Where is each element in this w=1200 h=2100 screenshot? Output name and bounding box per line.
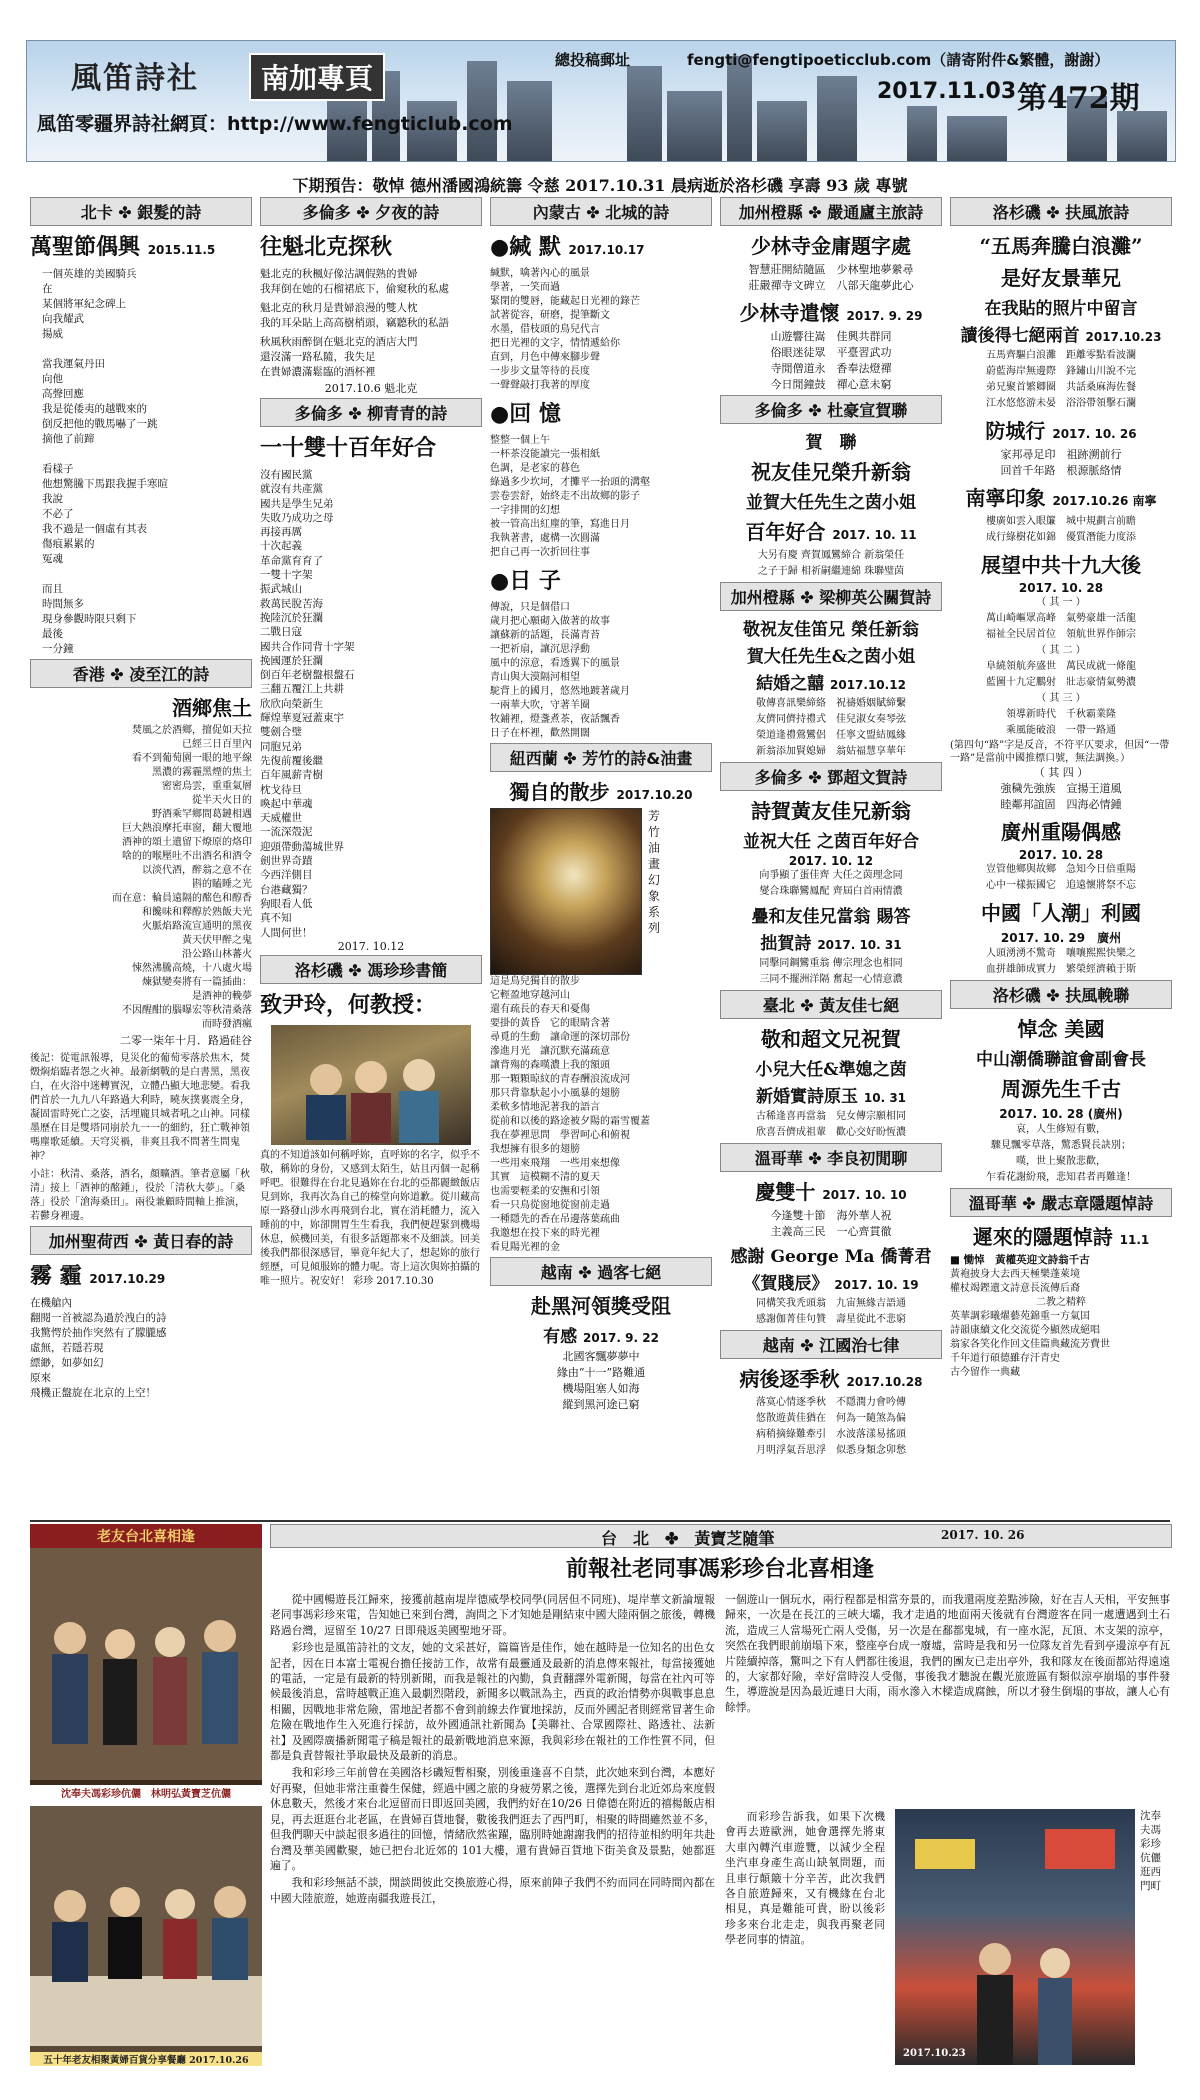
poem-title: “五馬奔騰白浪灘”	[979, 234, 1143, 258]
section-bar: 越南 ✤ 江國治七律	[720, 1330, 942, 1359]
next-issue-notice: 下期預告：敬悼 德州潘國鴻統籌 令慈 2017.10.31 晨病逝於洛杉磯 享壽 93 歲 專號	[292, 176, 908, 195]
poem-title: 中國「人潮」利國	[981, 901, 1141, 925]
poem-title: 詩賀黃友佳兄新翁	[751, 799, 911, 823]
painting-block	[490, 808, 712, 975]
poem-body: 家邦尋足印 祖跡溯前行 回首千年路 根源脈絡情	[1000, 448, 1122, 477]
issue-date: 2017.11.03	[877, 79, 1017, 104]
section-bar: 內蒙古 ✤ 北城的詩	[490, 197, 712, 226]
poem-body: 焚風之於酒鄉，擅促如天拉 已經三日百里內 看不到葡萄園一眼的地平線 黑濃的霧霾黑煙的焦土 密密烏雲，重重氣層 從半天火日的 野酒乘罕鄉間葛鏈相遇 巨大熱浪摩托車窗，翻大覆地 酒神的頌土遺留下燎原的烙印 啥的的喉壓吐不出酒名和酒令 以淡代酒，醉翁之意不在 斟的瞌睡之光 而在意：輪員遠隔的酩色和醇香 和饞味和釋醇於熟飯夫光 火脈焰路流宣通明的黑夜 黃天伏甲醉之鬼 沿公路山林蕃火 悚然沸騰高燒，十八處火場 煉獄變奏將有一篇插曲： 是酒神的輓夢 不因醒酣的腦曝宏等秋清桑落 而時發酒瘋	[112, 725, 252, 1030]
section-bar: 加州橙縣 ✤ 嚴通廬主旅詩	[720, 197, 942, 226]
masthead-banner	[26, 40, 1176, 162]
poem-title: 一十雙十百年好合	[260, 435, 437, 461]
issue-number: 第472期	[1017, 81, 1140, 116]
submission-email[interactable]: fengti@fengtipoeticclub.com（請寄附件&繁體，謝謝）	[687, 51, 1110, 69]
photo-caption: 沈奉夫馮彩珍伉儷 林明弘黃寶芝伉儷	[30, 1785, 262, 1800]
poem-body: 魁北克的秋楓好像沽調假熟的貴婦 我拜倒在她的石榴裙底下，偷窺秋的私處 魁北克的秋月是貴婦浪漫的雙人枕 我的耳朵貼上高高樹梢頭，竊聽秋的私語 秋風秋雨醉倒在魁北克的酒店大門 還沒滿一路私隨，我失足 在貴婦濃滿鬆臨的酒杯裡	[260, 268, 449, 378]
letter-photo	[271, 1025, 471, 1145]
couplet-title: 祝友佳兄榮升新翁	[751, 460, 911, 484]
poem-title: 敬和超文兄祝賀	[761, 1027, 901, 1051]
poem-body: 人頭湧湧不驚奇 嚷嚷熙熙快樂之 血拼雄師成實力 繁榮經濟賴于斯	[986, 948, 1136, 975]
poem-body: （ 其 一 ） 萬山崎嶇眾高峰 氣勢豪雄一活龍 福祉全民居首位 領航世界作師宗 （ 其 二 ） 阜繞領航奔盛世 萬民成就一條龍 藍圖十九定鵬射 壯志豪情氣勢濃 （ 其 三 ） 領導新時代 千秋霸業隆 乘風能破浪 一帶一路通	[986, 597, 1136, 736]
poem-title: 萬聖節偶興 2015.11.5	[30, 234, 216, 260]
poem-title: 南寧印象 2017.10.26 南寧	[965, 486, 1157, 510]
section-bar: 臺北 ✤ 黃友佳七絕	[720, 990, 942, 1019]
poem-title: 霧 霾 2017.10.29	[30, 1263, 166, 1289]
section-bar: 多倫多 ✤ 杜豪宣賀聯	[720, 395, 942, 424]
poem-date: 2017. 10. 29 廣州	[1000, 931, 1122, 945]
section-bar: 洛杉磯 ✤ 馮珍珍書簡	[260, 955, 482, 984]
footnote: 小註：秋清、桑落，酒名，顏曠酒。筆者意屬「秋清」接上「酒神的酩鍾」，役於「清秋大夢」。「桑落」役於「滄海桑田」。兩役兼顧時間軸上推演，若鬱身裡邊。	[30, 1169, 250, 1222]
poem-date: 2017. 10. 28	[1018, 848, 1104, 862]
group-photo-graphic	[271, 1025, 471, 1145]
dinner-photo-graphic	[30, 1806, 262, 2046]
photo-date: 2017.10.23	[903, 2048, 966, 2059]
section-bar: 多倫多 ✤ 鄧超文賀詩	[720, 762, 942, 791]
photo-reunion-1	[30, 1524, 262, 1800]
poem-body: 沒有國民黨 就沒有共產黨 國共是學生兄弟 失敗乃成功之母 再接再厲 十次起義 革命黨育育了 一雙十字架 振武城山 救萬民脫苦海 挽陸沉於狂瀾 二戰日寇 國共合作同背十字架 挽國運於狂瀾 倒百年老樹盤根盤石 三翻五覆江上共耕 欣欣向榮新生 輝煌華夏冠蓋東宇 雙劍合璧 同胞兄弟 先復前覆後繼 百年風薪青樹 枕戈待旦 喚起中華魂 天威權世 一流深殼泥 迎頭帶動蕩城世界 劍世界奇蹟 今西洋側目 台港藏獨？ 狗眼看人低 真不知 人間何世！	[260, 469, 355, 939]
photo-caption-vertical: 沈奉夫馮彩珍伉儷逛西門町	[1140, 1810, 1161, 1892]
poem-date: 2017. 10. 28	[1018, 581, 1104, 595]
poem-title: 感謝 George Ma 僑菁君	[730, 1247, 932, 1267]
section-bar: 加州聖荷西 ✤ 黃日春的詩	[30, 1226, 252, 1255]
poem-body: 黃袍披身大去西天極樂蓬萊境 權杖竭鏗遺文詩意長流傳后裔 二教之精粹 英華調彩曦燿藝苑錦重一方氣囯 詩韻康續文化交流從今顯然成絕唱 翁家各笑化作回文佳篇典藏流芳費世 千年道行碩德雖存汗青史 古今留作一典藏	[950, 1269, 1110, 1378]
afterword: 後記：從電訊報導，見災化的葡萄零落於焦木，焚燬焖焰臨者怨之火神。最新網戰的是白書黑，黑夜白，在火浴中迷轉實況，立體凸顯大地悲變。看我們首於一九九八年路過大利時，曉灰撲裏震全身，凝固雷時死亡之姿，活埋龐貝城者吼之山神。同樣墨歷在目是雙塔同崩於九一一的細約，狂亡戰神領嗎塵歌延續。天穹災禍，非爽且我不問著生問鬼神？	[30, 1053, 250, 1162]
column-2	[260, 195, 482, 1289]
poem-body: 一個英雄的美國騎兵 在 某個將軍紀念碑上 向我耀武 揚威 當我運氣丹田 向他 高聲回應 我是從倭夷的越戰來的 倒反把他的戰馬嚇了一跳 摘他了前蹄 看樣子 他想驚騰下馬跟我握手寒暄 我說 不必了 我不過是一個虛有其表 傷痕累累的 冤魂 而且 時間無多 現身參觀時限只剩下 最後 一分鐘	[42, 268, 168, 655]
poem-title: ●日 子	[490, 568, 561, 594]
couplet-body: 大另有慶 齊賀鳳鸞締合 新翁榮任 之子于歸 相祈嗣繼連綿 珠聯璧茵	[757, 550, 905, 577]
photo-title: 老友台北喜相逢	[30, 1524, 262, 1548]
poem-title: 赴黑河領獎受阻	[531, 1294, 671, 1318]
poem-title: 酒鄉焦土	[172, 696, 252, 720]
couplet-title: 百年好合 2017. 10. 11	[745, 520, 917, 544]
poem-title: ●回 憶	[490, 401, 561, 427]
elegy-title: 悼念 美國	[1017, 1017, 1105, 1041]
column-4	[720, 195, 942, 1459]
poem-body: 向爭顯了蛋佳齊 大任之茵理念同 燮合珠聯鸞鳳配 齊屆白首兩情濃	[759, 870, 903, 897]
photo-ximending	[895, 1809, 1135, 2065]
elegy-title: 周源先生千古	[1001, 1077, 1121, 1101]
article-body-right: 一個遊山一個玩水，兩行程都是相當夯景的，而我還兩度差點涉險，好在吉人天相，平安無事歸來，一次是在長江的三峽大壩，我才走過的地面兩天後就有台灣遊客在同一處遭遇到土石流，造成三人當場死亡兩人受傷，另一次是在鄱都鬼城，有一座水泥，瓦頂、木支架的涼亭，突然在我們眼前崩塌下來，整座亭台成一廢墟，當時是我和另一位隊友首先看到亭邊涼亭有瓦片陸續掉落，驚叫之下有人們都往後退，我們的團友已走出亭外，我和隊友在後面都站得遠遠的，大家都好險，幸好當時沒人受傷，事後我才聽說在觀光旅遊區有類似涼亭崩塌的事件發生，導遊說是因為最近連日大雨，雨水滲入木樑造成腐蝕，所以才發生倒塌的事故，讓人心有餘悸。	[725, 1593, 1170, 1714]
poem-note: (第四句“路”字是反音，不符平仄要求，但因“一帶一路”是當前中國推標口號，無法調換。）	[950, 740, 1170, 764]
poem-byline: 二零一柒年十月．路過硅谷	[120, 1034, 252, 1047]
section-bar: 香港 ✤ 凌至江的詩	[30, 659, 252, 688]
publication-logo: 風笛詩社	[71, 61, 199, 96]
column-3	[490, 195, 712, 1413]
section-bar: 洛杉磯 ✤ 扶風旅詩	[950, 197, 1172, 226]
poem-body: 五馬齊驅白浪灘 距離零點看波瀾 蔚藍海岸無邊際 鋒鏽山川說不完 弟兄聚首繁卿圈 共話桑麻海佐餐 江水悠悠游未晏 浴浴帶領擊石瀾	[986, 350, 1136, 409]
poem-body: 樓廣如雲入眼簾 城中規劃言前瞻 成行綠樹花如錦 優質潛能力度添	[986, 516, 1136, 543]
poem-title: 新婚實詩原玉 10. 31	[755, 1087, 907, 1107]
section-bar: 紐西蘭 ✤ 芳竹的詩&油畫	[490, 743, 712, 772]
poem-subtitle: ■ 慟悼 黃權英迎文詩翁千古	[950, 1254, 1090, 1266]
poem-date: 2017. 10. 12	[788, 854, 874, 868]
poem-body: 同構笑我秃頭翁 九宙無緣吉語通 感謝伽菁佳句贊 壽星從此不悲窮	[756, 1298, 906, 1325]
poem-body: 這是鳥兒獨自的散步 它輕盈地穿越河山 還有疏長的春天和憂傷 要掛的黃昏 它的眼睛含著 尋覓的生動 讓命運的深切部份 滲進月光 讓沉默充滿疏意 讓背殤的森嘆濃上我的額頭 那一顆顆晾紋的青春酬浪流成河 那只背靠馱起小小風暴的翅膀 柔軟多情地泥著我的語言 從前和以後的路途被夕陽的霜雪覆蓋 我在夢裡思問 學習呵心和俯視 我想擁有很多的翅膀 一些用來飛翔 一些用來想像 其實 這模糊不清的夏天 也需要輕柔的安撫和引領 看一只鳥從窗地從窗前走過 一種隱先的香在吊邊落葉疏曲 我邀想在投下來的時光裡 看見陽光裡的金	[490, 976, 650, 1253]
poem-body: 整整一個上午 一杯茶沒能讀完一張相紙 色調，是老家的暮色 綠過多少坎坷，才攤平一抬頭的溝壑 雲卷雲舒，始終走不出故鄉的影子 一字排開的幻想 被一管高出紅塵的筆，寫進日月 我執著書，處構一次圓滿 把自己再一次折回往事	[490, 435, 650, 558]
poem-title: 《賀賤辰》 2017. 10. 19	[743, 1274, 919, 1294]
column-5	[950, 195, 1172, 1380]
poem-body: 今逢雙十節 海外華人祝 主義高三民 一心齊貫徹	[770, 1209, 892, 1238]
poem-title: 在我貼的照片中留言	[984, 299, 1138, 319]
poem-byline: 2017. 10.12	[337, 939, 405, 953]
section-label: 南加專頁	[249, 53, 385, 101]
poem-title: 獨自的散步 2017.10.20	[509, 780, 693, 804]
poem-title: 展望中共十九大後	[981, 553, 1141, 577]
painting-caption: 芳竹油畫 幻象系列	[648, 809, 661, 935]
poem-body: 山遊響往嵩 佳興共群同 俗眼迷徒眾 平臺習武功 寺閒僧道永 香奉法燈禪 今日閒鐘鼓 禪心意未窮	[770, 330, 892, 391]
website-link[interactable]: 風笛零疆界詩社網頁：http://www.fengticlub.com	[37, 113, 513, 135]
poem-body: 緘默，噙著內心的風景 學著，一笑而過 緊閉的雙唇，能藏起日光裡的錄芒 試著從容，研磨，提筆斷文 水墨，借枝頭的鳥兒代言 把日光裡的文字，情情遞給你 直到，月色中傳來腳步聲 一步步文量等待的長度 一聲聲敲打我著的厚度	[490, 268, 640, 391]
poem-body: 敬傳喜訊樂締絡 祝禱婚姻賦締繫 友儕同儕持禮式 佳兒淑女奏琴弦 榮道逢禮鶯鸞侶 任寧文盟結鳳緣 新翁添加賢媳婦 翁姑福慧享華年	[756, 698, 906, 757]
section-bar: 洛杉磯 ✤ 扶風輓聯	[950, 980, 1172, 1009]
poem-body: 豈管他鄉與故鄉 急知今日倍重陽 心中一樣振國它 追遠懷將祭不忘	[986, 864, 1136, 891]
poem-body: 傳說，只是個借口 歲月把心願砌入做著的故事 讓蘇新的話題，長滿青苔 一把祈扇，讓沉思浮動 風中的涼意，看透翼下的風景 青山與大漠隔河相望 駝背上的國月，悠然地踱著歲月 一兩華大吹，守著羊圈 牧鋪裡，燈盞煮茶，夜話飄香 日子在杯裡，歡然開闊	[490, 602, 630, 739]
couplet-title: 賀 聯	[805, 433, 857, 453]
poem-body: 古稀逢喜再當翁 兒女傳宗願相同 欣喜吾儕成祖輩 歡心交好盼恆濃	[756, 1111, 906, 1138]
poem-title: 賀大任先生&之茵小姐	[746, 647, 916, 667]
poem-title: 結婚之囍 2017.10.12	[756, 674, 906, 694]
section-bar: 多倫多 ✤ 柳青青的詩	[260, 398, 482, 427]
poem-subtitle: 有感 2017. 9. 22	[543, 1327, 659, 1347]
poem-title: ●緘 默 2017.10.17	[490, 234, 645, 260]
poem-body: 北國客飄夢夢中 緣由“十一”路難通 機場阻塞人如海 縱到黑河途已窮	[556, 1350, 646, 1411]
poem-title: 讀後得七絕兩首 2017.10.23	[960, 326, 1162, 346]
photo-reunion-2	[30, 1806, 262, 2066]
poem-body: 智慧莊開結隨區 少林聖地夢縈尋 莊嚴禪寺文碑立 八部天龍夢此心	[748, 263, 914, 292]
elegy-date: 2017. 10. 28 (廣州)	[999, 1107, 1123, 1121]
poem-title: 是好友景華兄	[1001, 266, 1121, 290]
mailbox-label: 總投稿郵址	[555, 51, 631, 69]
poem-title: 疊和友佳兄當翁 賜答	[751, 907, 911, 927]
poem-body: 在機艙內 翻閱一首被認為過於洩白的詩 我驚愕於抽作突然有了朦朧感 虛無，若隱若現 縹緲，如夢如幻 原來 飛機正盤旋在北京的上空！	[30, 1297, 167, 1399]
poem-title: 遲來的隱題悼詩 11.1	[972, 1225, 1150, 1249]
section-bar: 溫哥華 ✤ 嚴志章隱題悼詩	[950, 1188, 1172, 1217]
section-bar: 加州橙縣 ✤ 梁柳英公關賀詩	[720, 582, 942, 611]
reunion-photo-graphic	[30, 1548, 262, 1780]
poem-title: 少林寺遣懷 2017. 9. 29	[739, 301, 923, 325]
poem-body: 落寞心情逐季秋 不隱潤力會吟傳 悠散遊黃佳猶在 何為一隨煞為偏 病稍摘綠難牽引 水波落漾易搖頭 月明浮氣吾思浮 似悉身類念卯愁	[756, 1397, 906, 1456]
poem-body: （ 其 四 ） 強穢先強族 宣揚王道風 睦鄰邦誼固 四海必情鍾	[1000, 766, 1122, 811]
article-body-left: 從中國暢遊長江歸來，接獲前越南堤岸德威學校同學(同居但不同班)、堤岸華文新論壇報老同事馮彩珍來電，告知她已來到台灣，詢問之下才知她是剛結束中國大陸兩個之旅後，轉機路過台灣，逗留至 10/27 日即飛返美國聖地牙哥。 彩珍也是風笛詩社的文友，她的文采甚好，篇篇皆是佳作，她在越時是一位知名的出色女記者，因在日本富士電視台擔任接訪工作，故常有最靈通及最新的消息傳來報社，每當接獲她的電話，一定是有最新的特別新聞，而我是報社的內勤，負責翻譯外電新聞，每當在社內可等候最後消息，當時越戰正進入最劇烈階段，新聞多以戰訊為主，西貢的政治情勢亦與戰事息息相關，因戰地非常危險，雷地記者都不會到前線去作實地採訪，反而外國記者則經常冒著生命危險在戰地作生入死進行採訪，故外國通訊社新聞為【美聯社、合眾國際社、路透社、法新社】及國際廣播新聞電子稿是報社的最新戰地消息來源，我與彩珍在報社的工作性質不同，但都是負責替報社爭取最快及最新的消息。 我和彩珍三年前曾在美國洛杉磯短暫相聚，別後重逢喜不自禁，此次她來到台灣，本應好好再聚，但她非常注重養生保健，經過中國之旅的身疲勞累之後，選擇先到台北近郊烏來度假休息數天，然後才來台北逗留而日即返回美國，我們約好在10/26 日偉德在附近的禧楊飯店相見，再去逛逛台北老區，在貴婦百貨地餐，數後我們逛去了西門町，相聚的時間雖然並不多，但我們聊天中談起很多過往的回憶，情緒欣然雀躍，臨別時她謝謝我們的招待並相約明年共赴台灣及華美國歡聚，她已把台北近郊的 101大樓，還有貴婦百貨地下街美食及景點，她都逛遍了。 我和彩珍無話不談，閒談間彼此交換旅遊心得，原來前陣子我們不約而同在同時間內都在中國大陸旅遊，她遊南疆我遊長江，	[270, 1593, 715, 1905]
poem-title: 並祝大任 之茵百年好合	[743, 832, 919, 852]
poem-title: 少林寺金庸題字處	[751, 234, 911, 258]
poem-title: 廣州重陽偶感	[1001, 820, 1121, 844]
section-bar: 越南 ✤ 過客七絕	[490, 1257, 712, 1286]
poem-body: 同擊同鋼鸞重翁 傳宗理念也相同 三同不擺洲洋隔 奮起一心情意濃	[759, 958, 903, 985]
column-1	[30, 195, 252, 1401]
poem-title: 防城行 2017. 10. 26	[985, 419, 1137, 443]
street-photo-graphic	[895, 1809, 1135, 2065]
article-title: 前報社老同事馮彩珍台北喜相逢	[565, 1556, 874, 1582]
section-bar: 台 北 ✤ 黃寶芝隨筆 2017. 10. 26	[270, 1524, 1172, 1548]
couplet-title: 並賀大任先生之茵小姐	[746, 493, 916, 513]
poem-title: 敬祝友佳笛兄 榮任新翁	[743, 620, 919, 640]
article-body-closing: 而彩珍告訴我，如果下次機會再去遊歐洲，她會選擇先將東大車內轉汽車遊覽，以減少全程坐汽車身產生高山缺氧問題，而且車行顛簸十分辛苦，此次我們各自旅遊歸來，又有機緣在台北相見，真是難能可貴，盼以後彩珍多來台北走走，與我再聚老同學老同事的情誼。	[725, 1810, 885, 1947]
poem-title: 往魁北克探秋	[260, 234, 393, 260]
feature-article	[30, 1520, 1170, 2068]
poem-title: 病後逐季秋 2017.10.28	[739, 1367, 923, 1391]
elegy-body: 哀，人生修短有數， 驟見飄零草落，驚悉賢長訣別； 嘆，世上聚散悲歡， 乍看花謝紛飛，悲知君者再難逢！	[986, 1124, 1136, 1183]
section-bar: 北卡 ✤ 銀髮的詩	[30, 197, 252, 226]
elegy-title: 中山潮僑聯誼會副會長	[976, 1050, 1146, 1070]
poem-title: 小兒大任&準媳之茵	[755, 1060, 907, 1080]
poem-byline: 2017.10.6 魁北克	[324, 382, 418, 395]
letter-body: 真的不知道該如何稱呼妳，直呼妳的名字，似乎不敬，稱妳的身份，又感到太陌生，姑且丙個一起稱呼吧。很難得在台北見過妳在台北的亞都麗緻飯店見到妳，我再次為自己的榛堂向妳道歉。從川藏高原一路發山涉水再飛到台北，實在消耗體力，流入睡前的中，妳卻開胃生生看我，我們便趕緊到機場休息，候機回美，有很多話題都來不及細談。回美後我們都很深感冒，畢竟年紀大了，想起妳的旅行經歷，可見傾服妳的體力呢。寄上這次與妳拍攝的唯一照片。祝安好！ 彩珍 2017.10.30	[260, 1149, 480, 1287]
letter-title: 致尹玲，何教授：	[260, 991, 437, 1018]
photo-caption: 五十年老友相聚黃婦百貨分享餐廳 2017.10.26	[30, 2052, 262, 2066]
poem-title: 拙賀詩 2017. 10. 31	[760, 934, 902, 954]
section-bar: 多倫多 ✤ 夕夜的詩	[260, 197, 482, 226]
poem-title: 慶雙十 2017. 10. 10	[755, 1180, 907, 1204]
oil-painting	[490, 808, 642, 975]
section-bar: 溫哥華 ✤ 李良初閒聊	[720, 1143, 942, 1172]
